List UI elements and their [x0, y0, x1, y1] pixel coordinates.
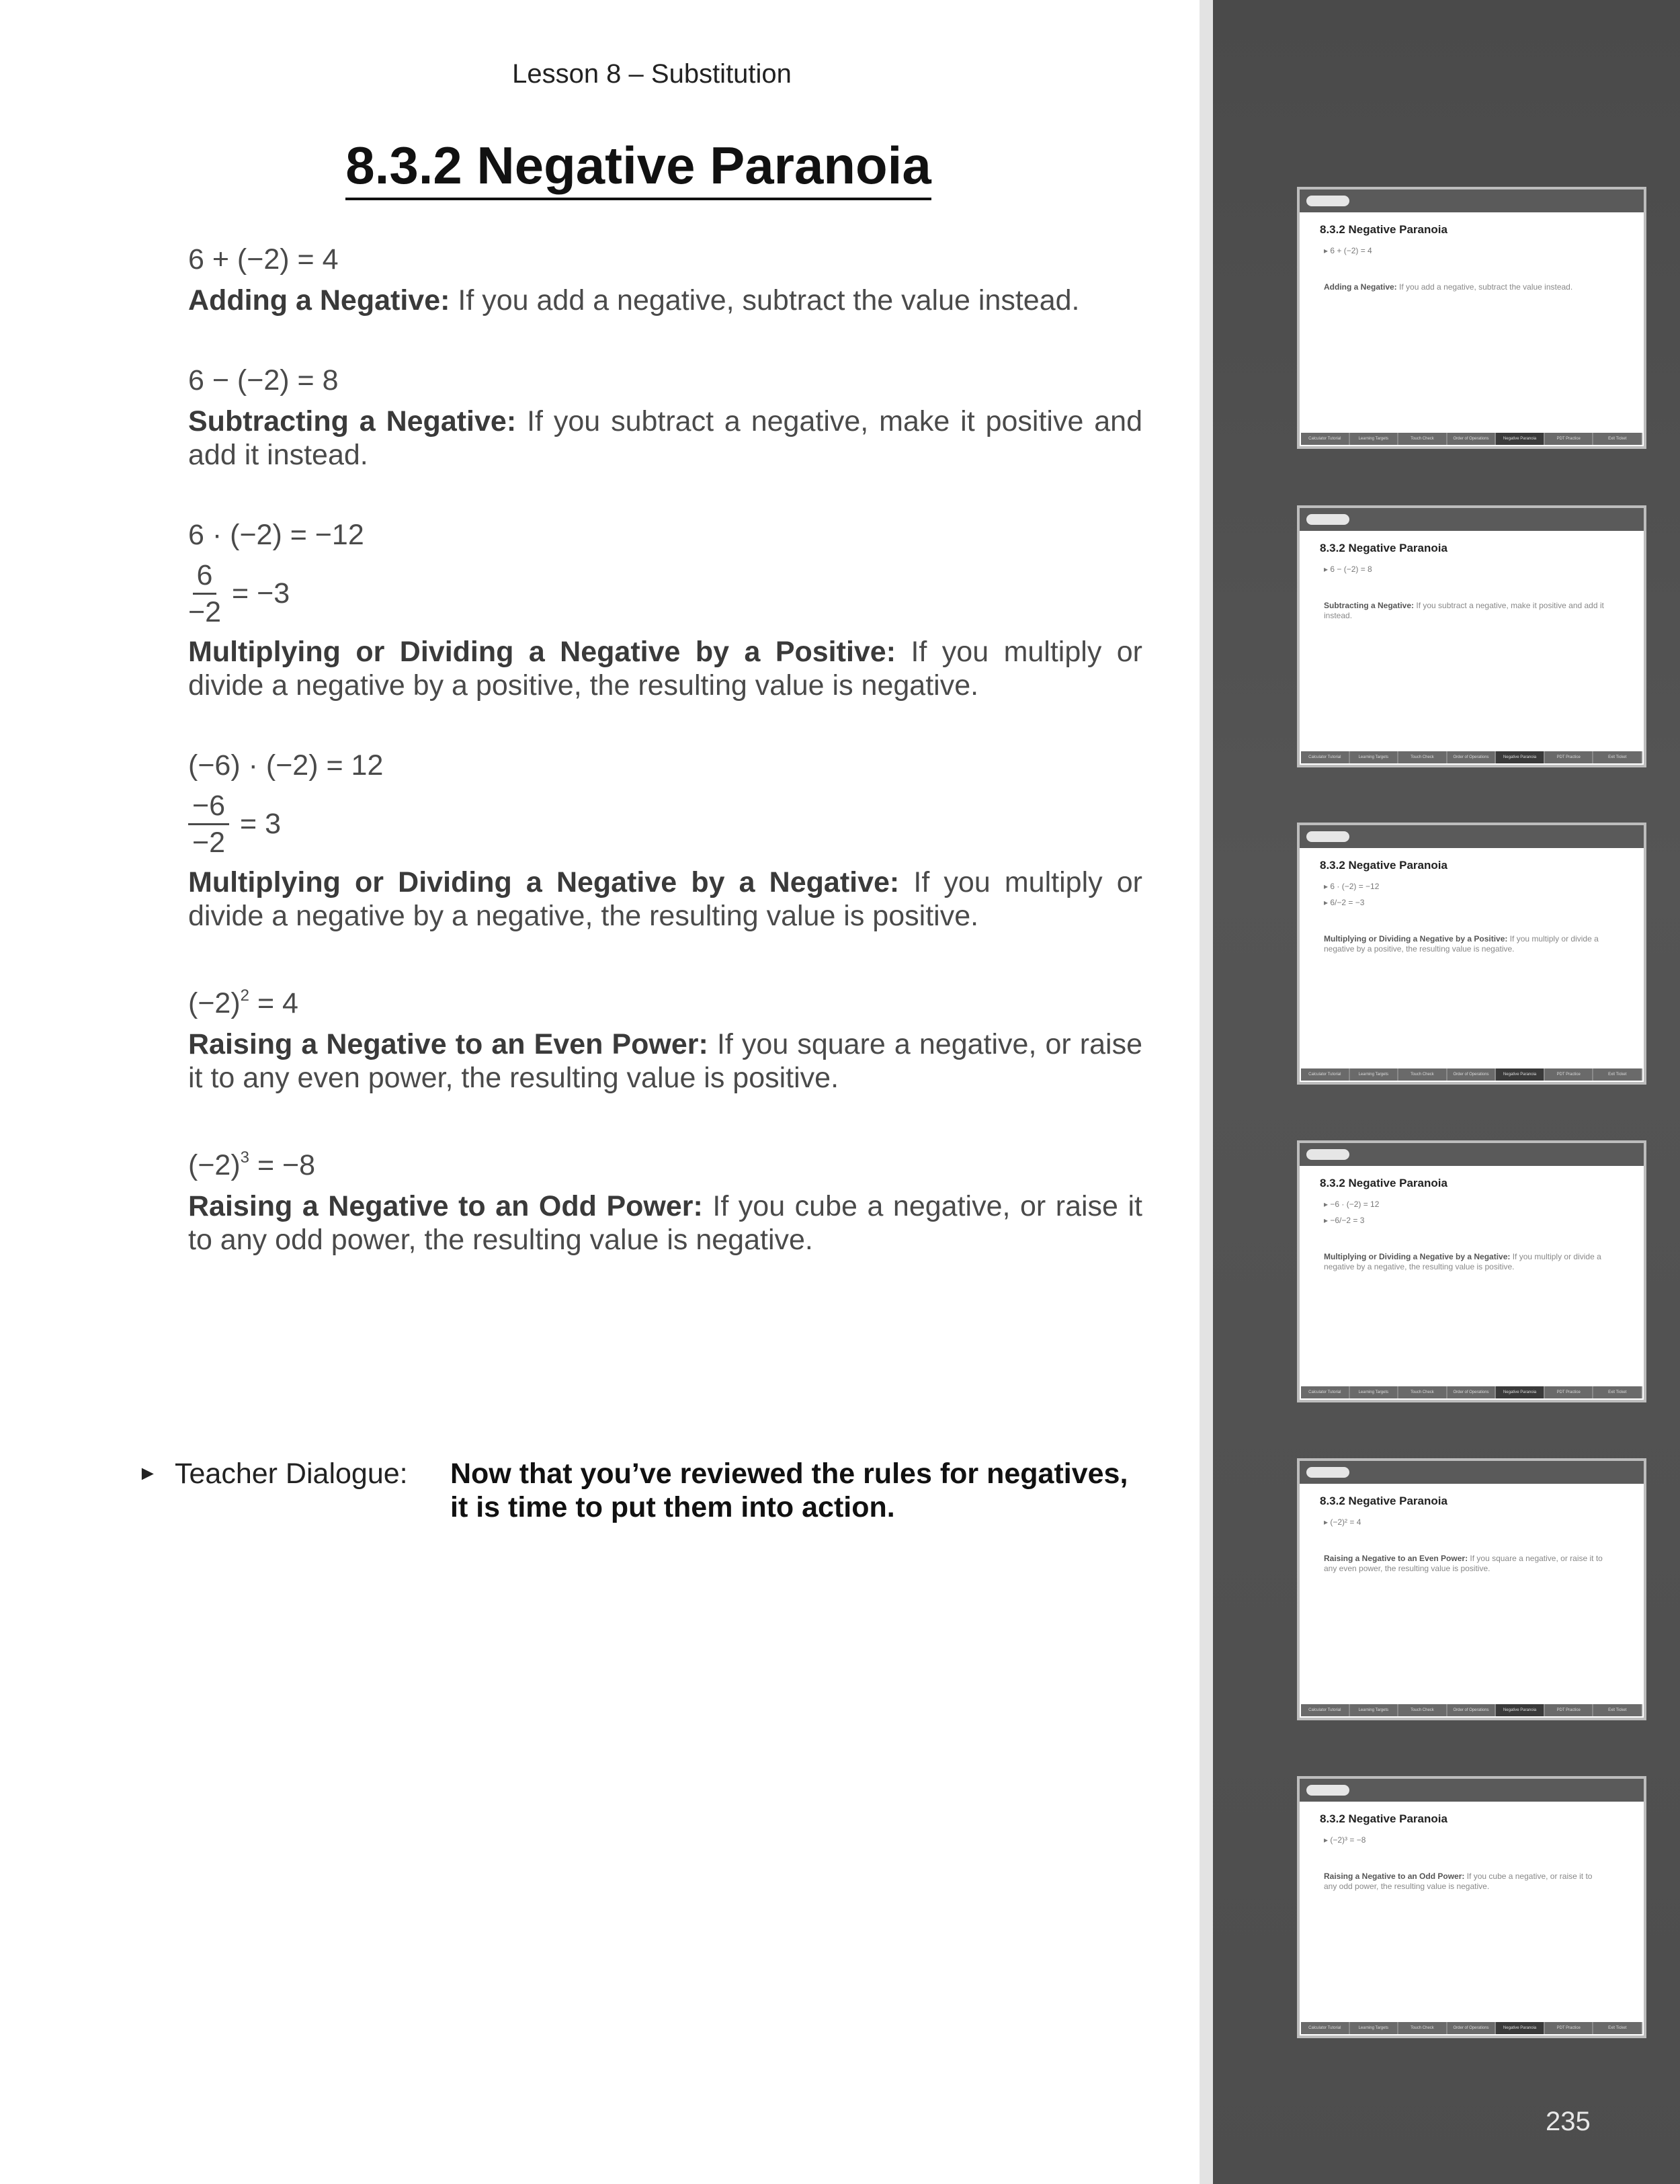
slide-nav-item: Calculator Tutorial	[1301, 751, 1350, 763]
slide-logo-icon	[1306, 1149, 1349, 1160]
slide-title: 8.3.2 Negative Paranoia	[1320, 542, 1447, 554]
fraction	[188, 558, 221, 630]
slide-bullet-text: 6 · (−2) = −12	[1330, 882, 1380, 891]
slide-nav-item: PDT Practice	[1545, 1386, 1594, 1398]
slide-header-bar	[1300, 825, 1644, 848]
slide-nav-item: Calculator Tutorial	[1301, 1386, 1350, 1398]
slide-nav-item: Order of Operations	[1447, 2022, 1497, 2034]
power-result: = −8	[249, 1149, 316, 1181]
rule-equation: (−6) · (−2) = 12	[188, 749, 384, 782]
slide-nav-item: PDT Practice	[1545, 2022, 1594, 2034]
slide-rule-name: Subtracting a Negative:	[1324, 601, 1415, 610]
slide-rule-text: If you cube a negative, or raise it to any odd power, the resulting value is negative.	[1324, 1872, 1593, 1891]
power-base: (−2)	[188, 987, 241, 1019]
slide-nav-item: Learning Targets	[1350, 2022, 1399, 2034]
rule-odd-power	[188, 1139, 1142, 1257]
teacher-dialogue-text: Now that you’ve reviewed the rules for negatives, it is time to put them into action.	[450, 1458, 1128, 1523]
slide-title: 8.3.2 Negative Paranoia	[1320, 1177, 1447, 1189]
slide-rule-name: Multiplying or Dividing a Negative by a Negative:	[1324, 1252, 1511, 1261]
fraction-numerator: −6	[188, 788, 229, 825]
rule-equation	[188, 1139, 1142, 1184]
slide-nav-item: Touch Check	[1398, 2022, 1447, 2034]
slide-nav-item: Exit Ticket	[1593, 1068, 1642, 1081]
slide-rule-name: Raising a Negative to an Even Power:	[1324, 1554, 1468, 1563]
rule-description	[188, 1027, 1142, 1095]
bullet-arrow-icon: ▸	[1324, 1200, 1331, 1209]
rule-description	[188, 405, 1142, 472]
slide-bullet-text: (−2)² = 4	[1330, 1517, 1361, 1527]
rule-name: Raising a Negative to an Even Power:	[188, 1028, 708, 1060]
slide-header-bar	[1300, 1461, 1644, 1484]
slide-nav-item: Touch Check	[1398, 751, 1447, 763]
power-exponent: 2	[240, 986, 250, 1005]
slide-thumbnail	[1297, 1140, 1646, 1402]
slide-bullet-text: 6/−2 = −3	[1330, 898, 1365, 907]
power-exponent: 3	[240, 1148, 250, 1167]
slide-nav-item: Learning Targets	[1350, 1386, 1399, 1398]
teacher-dialogue	[138, 1457, 1146, 1524]
rules-list	[188, 241, 1142, 1301]
fraction-result: = −3	[232, 577, 290, 610]
slide-rule-text: If you add a negative, subtract the value instead.	[1396, 282, 1573, 292]
slide-nav-item: Order of Operations	[1447, 1068, 1497, 1081]
slide-rule-text: If you square a negative, or raise it to any even power, the resulting value is positive.	[1324, 1554, 1603, 1573]
slide-nav-bar	[1301, 2022, 1642, 2034]
fraction-denominator: −2	[192, 827, 226, 859]
slide-nav-item: Touch Check	[1398, 1386, 1447, 1398]
rule-name: Multiplying or Dividing a Negative by a Positive:	[188, 636, 896, 668]
rule-text: If you subtract a negative, make it positive and add it instead.	[188, 405, 1143, 471]
rule-name: Raising a Negative to an Odd Power:	[188, 1190, 703, 1222]
rule-name: Subtracting a Negative:	[188, 405, 517, 437]
slide-rule	[1324, 1252, 1606, 1272]
slide-rule-text: If you multiply or divide a negative by a positive, the resulting value is negative.	[1324, 934, 1599, 954]
rule-description	[188, 866, 1142, 933]
rule-name: Adding a Negative:	[188, 284, 450, 317]
slide-rule-text: If you subtract a negative, make it positive and add it instead.	[1324, 601, 1604, 620]
slide-logo-icon	[1306, 196, 1349, 206]
slide-bullets	[1324, 882, 1379, 914]
page-number: 235	[1546, 2107, 1591, 2136]
slide-thumbnail	[1297, 823, 1646, 1085]
rule-negative-by-positive	[188, 516, 1142, 702]
slide-thumbnail	[1297, 187, 1646, 449]
slide-header-bar	[1300, 1779, 1644, 1802]
slide-thumbnail	[1297, 1776, 1646, 2038]
teacher-dialogue-label: Teacher Dialogue:	[175, 1458, 408, 1490]
rule-equation: 6 − (−2) = 8	[188, 364, 339, 396]
slide-logo-icon	[1306, 831, 1349, 842]
slide-nav-bar	[1301, 1068, 1642, 1081]
slide-nav-item: PDT Practice	[1545, 1068, 1594, 1081]
slide-header-bar	[1300, 508, 1644, 531]
slide-nav-item: Exit Ticket	[1593, 1704, 1642, 1716]
slide-nav-item: Calculator Tutorial	[1301, 1704, 1350, 1716]
slide-bullets	[1324, 1835, 1366, 1851]
slide-nav-item: Negative Paranoia	[1496, 751, 1545, 763]
slide-rule-name: Multiplying or Dividing a Negative by a Positive:	[1324, 934, 1508, 943]
slide-nav-item: Learning Targets	[1350, 751, 1399, 763]
slide-nav-item: Calculator Tutorial	[1301, 433, 1350, 445]
slide-nav-item: Negative Paranoia	[1496, 2022, 1545, 2034]
rule-equation	[188, 977, 1142, 1022]
slide-rule	[1324, 934, 1606, 954]
page-header: Lesson 8 – Substitution	[512, 59, 792, 89]
slide-logo-icon	[1306, 514, 1349, 525]
slide-nav-item: Learning Targets	[1350, 433, 1399, 445]
slide-logo-icon	[1306, 1785, 1349, 1796]
slide-bullets	[1324, 1517, 1361, 1534]
slide-nav-item: Exit Ticket	[1593, 433, 1642, 445]
rule-description	[188, 635, 1142, 702]
slide-nav-bar	[1301, 433, 1642, 445]
slide-nav-item: Negative Paranoia	[1496, 1068, 1545, 1081]
power-base: (−2)	[188, 1149, 241, 1181]
rule-text: If you square a negative, or raise it to any even power, the resulting value is positive.	[188, 1028, 1142, 1094]
slide-nav-bar	[1301, 751, 1642, 763]
slide-nav-item: Negative Paranoia	[1496, 1386, 1545, 1398]
rule-equation: 6 + (−2) = 4	[188, 243, 339, 276]
bullet-arrow-icon: ▸	[1324, 1216, 1331, 1225]
slide-nav-item: Learning Targets	[1350, 1068, 1399, 1081]
rule-text: If you add a negative, subtract the value instead.	[450, 284, 1080, 317]
slide-nav-item: PDT Practice	[1545, 433, 1594, 445]
slide-rule	[1324, 1872, 1606, 1892]
slide-thumbnail	[1297, 1458, 1646, 1720]
slide-nav-item: Touch Check	[1398, 1068, 1447, 1081]
slide-rule-name: Raising a Negative to an Odd Power:	[1324, 1872, 1465, 1881]
rule-even-power	[188, 977, 1142, 1095]
bullet-arrow-icon: ▸	[1324, 246, 1331, 255]
fraction-numerator: 6	[193, 558, 217, 595]
slide-rule-text: If you multiply or divide a negative by a negative, the resulting value is positive.	[1324, 1252, 1601, 1271]
slide-nav-bar	[1301, 1704, 1642, 1716]
slide-nav-item: Negative Paranoia	[1496, 1704, 1545, 1716]
slide-nav-item: Exit Ticket	[1593, 1386, 1642, 1398]
sidebar-divider	[1200, 0, 1213, 2184]
rule-negative-by-negative	[188, 747, 1142, 933]
power-result: = 4	[249, 987, 298, 1019]
slide-rule	[1324, 601, 1606, 621]
slide-bullets	[1324, 246, 1372, 262]
slide-nav-item: Calculator Tutorial	[1301, 2022, 1350, 2034]
slide-bullet	[1324, 564, 1372, 574]
slide-bullet-text: 6 + (−2) = 4	[1330, 246, 1372, 255]
bullet-arrow-icon: ▸	[1324, 898, 1331, 907]
rule-fraction	[188, 788, 1142, 860]
slide-nav-item: Order of Operations	[1447, 751, 1497, 763]
slide-logo-icon	[1306, 1467, 1349, 1478]
slide-nav-item: Calculator Tutorial	[1301, 1068, 1350, 1081]
slide-rule	[1324, 282, 1606, 292]
slide-bullet-text: −6 · (−2) = 12	[1330, 1200, 1380, 1209]
slide-header-bar	[1300, 1143, 1644, 1166]
slide-nav-item: Touch Check	[1398, 1704, 1447, 1716]
slide-nav-item: Touch Check	[1398, 433, 1447, 445]
slide-nav-item: PDT Practice	[1545, 1704, 1594, 1716]
slide-title: 8.3.2 Negative Paranoia	[1320, 1495, 1447, 1507]
rule-equation: 6 · (−2) = −12	[188, 519, 364, 551]
fraction	[188, 788, 229, 860]
rule-adding-negative	[188, 241, 1142, 317]
slide-bullet-text: −6/−2 = 3	[1330, 1216, 1365, 1225]
slide-bullet-text: (−2)³ = −8	[1330, 1835, 1366, 1845]
slide-bullet	[1324, 246, 1372, 255]
slide-title: 8.3.2 Negative Paranoia	[1320, 223, 1447, 236]
slide-bullets	[1324, 564, 1372, 581]
page-title	[0, 134, 1277, 200]
slide-nav-item: Negative Paranoia	[1496, 433, 1545, 445]
slide-title: 8.3.2 Negative Paranoia	[1320, 1812, 1447, 1825]
rule-fraction	[188, 558, 1142, 630]
slide-nav-item: Order of Operations	[1447, 433, 1497, 445]
slide-bullet	[1324, 1216, 1379, 1225]
bullet-arrow-icon: ▸	[1324, 1517, 1331, 1527]
slide-nav-item: Learning Targets	[1350, 1704, 1399, 1716]
rule-description	[188, 1189, 1142, 1257]
slide-bullet-text: 6 − (−2) = 8	[1330, 564, 1372, 574]
bullet-arrow-icon: ▸	[1324, 564, 1331, 574]
page-title-text: 8.3.2 Negative Paranoia	[345, 134, 931, 200]
slide-bullets	[1324, 1200, 1379, 1232]
slide-nav-item: Exit Ticket	[1593, 751, 1642, 763]
slide-title: 8.3.2 Negative Paranoia	[1320, 859, 1447, 872]
slide-nav-item: Exit Ticket	[1593, 2022, 1642, 2034]
slide-rule	[1324, 1554, 1606, 1574]
slide-bullet	[1324, 882, 1379, 891]
rule-subtracting-negative	[188, 362, 1142, 472]
fraction-result: = 3	[240, 808, 282, 840]
slide-nav-bar	[1301, 1386, 1642, 1398]
bullet-arrow-icon: ▸	[1324, 1835, 1331, 1845]
slide-nav-item: Order of Operations	[1447, 1386, 1497, 1398]
slide-header-bar	[1300, 190, 1644, 212]
fraction-denominator: −2	[188, 596, 222, 628]
bullet-arrow-icon: ▸	[1324, 882, 1331, 891]
slide-bullet	[1324, 1835, 1366, 1845]
rule-description	[188, 284, 1142, 317]
slide-bullet	[1324, 1200, 1379, 1209]
rule-text: If you multiply or divide a negative by a negative, the resulting value is positive.	[188, 866, 1142, 932]
slide-bullet	[1324, 1517, 1361, 1527]
rule-name: Multiplying or Dividing a Negative by a Negative:	[188, 866, 900, 898]
rule-text: If you multiply or divide a negative by a positive, the resulting value is negative.	[188, 636, 1142, 702]
rule-text: If you cube a negative, or raise it to any odd power, the resulting value is negative.	[188, 1190, 1142, 1256]
slide-nav-item: Order of Operations	[1447, 1704, 1497, 1716]
slide-thumbnail	[1297, 505, 1646, 767]
slide-bullet	[1324, 898, 1379, 907]
slide-rule-name: Adding a Negative:	[1324, 282, 1397, 292]
bullet-arrow-icon: ►	[138, 1462, 158, 1484]
slide-nav-item: PDT Practice	[1545, 751, 1594, 763]
